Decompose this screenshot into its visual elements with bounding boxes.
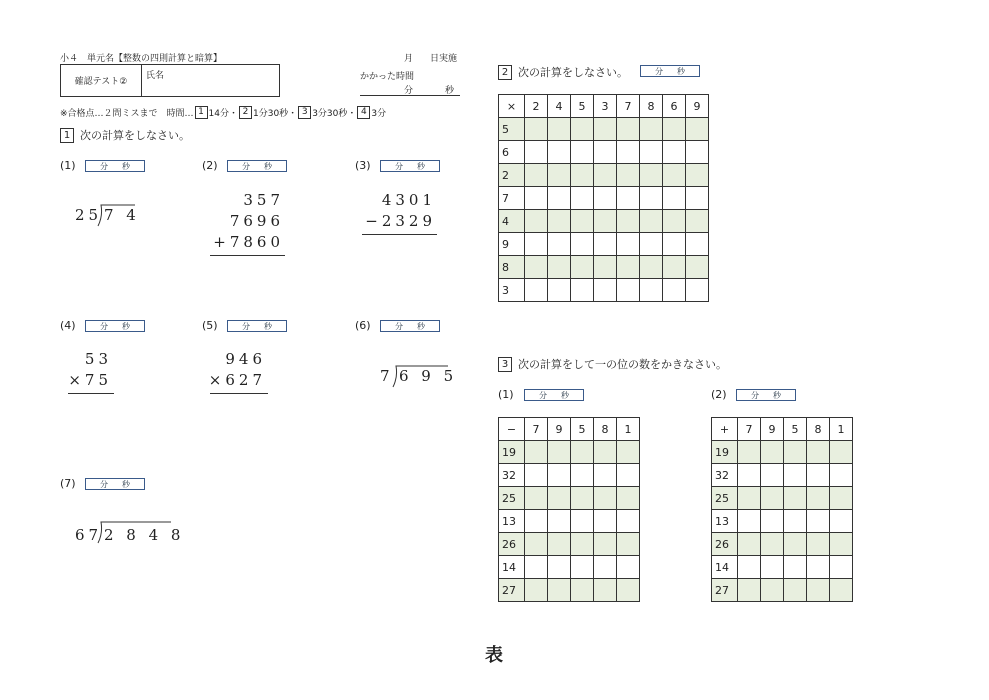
answer-cell[interactable] [686,256,709,279]
p6-timer[interactable] [380,320,440,332]
section2-heading [498,64,628,80]
timer-sec: 秒 [122,479,130,489]
p7-label: (7) [60,477,76,490]
timer-sec: 秒 [773,390,781,400]
answer-cell[interactable] [594,187,617,210]
p6-divisor: 7 [380,367,394,385]
row-header: 19 [712,441,738,464]
time-q4-num: 4 [357,106,370,119]
answer-cell[interactable] [784,487,807,510]
row-header: 27 [499,579,525,602]
answer-cell[interactable] [617,118,640,141]
answer-cell[interactable] [548,256,571,279]
row-header: 9 [499,233,525,256]
answer-cell[interactable] [686,118,709,141]
p3-b: −2329 [365,212,436,230]
answer-cell[interactable] [807,510,830,533]
answer-cell[interactable] [617,256,640,279]
section2-num: 2 [498,65,512,80]
answer-cell[interactable] [571,141,594,164]
name-label: 氏名 [146,71,165,81]
time-taken-label: かかった時間 [360,72,415,82]
answer-cell[interactable] [571,279,594,302]
test-name: 確認テスト② [61,65,142,96]
answer-cell[interactable] [617,487,640,510]
p4-underline [68,393,114,394]
row-header: 26 [499,533,525,556]
answer-cell[interactable] [761,556,784,579]
p6-dividend: 6 9 5 [399,367,458,385]
answer-cell[interactable] [807,464,830,487]
section3-heading [498,356,727,372]
answer-cell[interactable] [571,187,594,210]
date-month: 月 [404,54,414,64]
p5-b: ×627 [208,371,266,389]
answer-cell[interactable] [784,556,807,579]
grid-row [499,533,640,556]
grid-row [712,556,853,579]
answer-cell[interactable] [525,510,548,533]
answer-cell[interactable] [830,487,853,510]
answer-cell[interactable] [525,533,548,556]
grid-row [712,487,853,510]
timer-min: 分 [100,161,108,171]
answer-cell[interactable] [686,233,709,256]
grid-row [499,256,709,279]
section2-timer[interactable] [640,65,700,77]
timer-sec: 秒 [417,321,425,331]
s3-t1-label: (1) [498,388,514,401]
answer-cell[interactable] [548,118,571,141]
answer-cell[interactable] [594,510,617,533]
answer-cell[interactable] [761,487,784,510]
answer-cell[interactable] [571,210,594,233]
timer-min: 分 [539,390,547,400]
answer-cell[interactable] [594,533,617,556]
operator-cell: + [712,418,738,441]
s3-t2-timer[interactable] [736,389,796,401]
answer-cell[interactable] [686,279,709,302]
p7-divisor: 67 [75,526,103,544]
column-header: 5 [571,418,594,441]
answer-cell[interactable] [594,164,617,187]
answer-cell[interactable] [617,510,640,533]
answer-cell[interactable] [571,441,594,464]
time-q3-num: 3 [298,106,311,119]
pass-note [60,106,386,119]
answer-cell[interactable] [784,510,807,533]
p3-underline [362,234,437,235]
column-header: 9 [548,418,571,441]
column-header: 4 [548,95,571,118]
answer-cell[interactable] [548,510,571,533]
p1-label: (1) [60,159,76,172]
row-header: 2 [499,164,525,187]
answer-cell[interactable] [738,556,761,579]
row-header: 3 [499,279,525,302]
answer-cell[interactable] [571,164,594,187]
p2-a: 357 [243,191,284,209]
grid-row [499,464,640,487]
p2-underline [210,255,285,256]
answer-cell[interactable] [807,579,830,602]
timer-sec: 秒 [122,161,130,171]
grid-row [712,441,853,464]
answer-cell[interactable] [548,164,571,187]
answer-cell[interactable] [525,279,548,302]
p2-label: (2) [202,159,218,172]
time-q1: 14分・ [208,109,238,119]
grid-row [499,556,640,579]
answer-cell[interactable] [807,533,830,556]
answer-cell[interactable] [686,210,709,233]
answer-cell[interactable] [571,533,594,556]
row-header: 27 [712,579,738,602]
row-header: 14 [712,556,738,579]
row-header: 13 [712,510,738,533]
row-header: 25 [712,487,738,510]
grid-row [499,579,640,602]
answer-cell[interactable] [640,118,663,141]
timer-min: 分 [100,479,108,489]
answer-cell[interactable] [761,464,784,487]
column-header: 2 [525,95,548,118]
grid-row [499,487,640,510]
answer-cell[interactable] [571,487,594,510]
p3-label: (3) [355,159,371,172]
p1-dividend: 7 4 [104,206,140,224]
answer-cell[interactable] [738,579,761,602]
answer-cell[interactable] [663,118,686,141]
answer-cell[interactable] [594,556,617,579]
p2-b: 7696 [229,212,284,230]
p7-dividend: 2 8 4 8 [104,526,185,544]
column-header: 8 [594,418,617,441]
row-header: 8 [499,256,525,279]
p3-timer[interactable] [380,160,440,172]
answer-cell[interactable] [594,118,617,141]
subtraction-grid [498,417,640,602]
p5-timer[interactable] [227,320,287,332]
p2-c: +7860 [213,233,284,251]
time-q2: 1分30秒・ [253,109,298,119]
answer-cell[interactable] [663,141,686,164]
row-header: 19 [499,441,525,464]
timer-sec: 秒 [264,161,272,171]
p4-a: 53 [84,350,112,368]
column-header: 1 [617,418,640,441]
answer-cell[interactable] [640,187,663,210]
answer-cell[interactable] [761,510,784,533]
time-q1-num: 1 [195,106,208,119]
grid-row [499,441,640,464]
answer-cell[interactable] [807,487,830,510]
answer-cell[interactable] [640,256,663,279]
answer-cell[interactable] [640,141,663,164]
answer-cell[interactable] [571,464,594,487]
grid-row [499,164,709,187]
column-header: 9 [686,95,709,118]
answer-cell[interactable] [663,164,686,187]
p5-underline [210,393,268,394]
column-header: 7 [738,418,761,441]
grid-row [499,233,709,256]
answer-cell[interactable] [686,164,709,187]
answer-cell[interactable] [784,579,807,602]
column-header: 9 [761,418,784,441]
answer-cell[interactable] [617,233,640,256]
answer-cell[interactable] [784,441,807,464]
column-header: 5 [571,95,594,118]
timer-sec: 秒 [677,66,685,76]
answer-cell[interactable] [617,533,640,556]
answer-cell[interactable] [571,233,594,256]
answer-cell[interactable] [594,487,617,510]
answer-cell[interactable] [617,579,640,602]
answer-cell[interactable] [830,556,853,579]
answer-cell[interactable] [525,441,548,464]
timer-sec: 秒 [264,321,272,331]
answer-cell[interactable] [663,187,686,210]
p2-timer[interactable] [227,160,287,172]
section1-num: 1 [60,128,74,143]
grid-row [499,187,709,210]
answer-cell[interactable] [548,579,571,602]
time-q3: 3分30秒・ [312,109,357,119]
answer-cell[interactable] [525,187,548,210]
grid-row [712,579,853,602]
answer-cell[interactable] [548,487,571,510]
time-q2-num: 2 [239,106,252,119]
addition-grid [711,417,853,602]
section3-title: 次の計算をして一の位の数をかきなさい。 [518,358,727,371]
answer-cell[interactable] [617,556,640,579]
grid-row [499,510,640,533]
timer-sec: 秒 [561,390,569,400]
s3-t1-timer[interactable] [524,389,584,401]
answer-cell[interactable] [525,210,548,233]
row-header: 25 [499,487,525,510]
answer-cell[interactable] [525,556,548,579]
answer-cell[interactable] [830,464,853,487]
answer-cell[interactable] [594,256,617,279]
timer-sec: 秒 [122,321,130,331]
answer-cell[interactable] [525,579,548,602]
timer-min: 分 [395,161,403,171]
timer-min: 分 [751,390,759,400]
answer-cell[interactable] [525,118,548,141]
answer-cell[interactable] [761,441,784,464]
answer-cell[interactable] [738,510,761,533]
grid-row [499,118,709,141]
answer-cell[interactable] [594,464,617,487]
row-header: 32 [499,464,525,487]
row-header: 32 [712,464,738,487]
p1-divisor: 25 [75,206,103,224]
answer-cell[interactable] [807,556,830,579]
answer-cell[interactable] [571,118,594,141]
answer-cell[interactable] [784,464,807,487]
answer-cell[interactable] [548,210,571,233]
answer-cell[interactable] [640,164,663,187]
answer-cell[interactable] [525,464,548,487]
time-min: 分 [404,86,414,96]
page-side-label: 表 [485,645,503,666]
answer-cell[interactable] [738,487,761,510]
grid-row [499,210,709,233]
row-header: 4 [499,210,525,233]
name-box [60,64,280,97]
column-header: 6 [663,95,686,118]
p4-label: (4) [60,319,76,332]
answer-cell[interactable] [738,464,761,487]
s3-t2-label: (2) [711,388,727,401]
answer-cell[interactable] [548,233,571,256]
row-header: 13 [499,510,525,533]
answer-cell[interactable] [617,464,640,487]
answer-cell[interactable] [571,579,594,602]
column-header: 8 [640,95,663,118]
column-header: 1 [830,418,853,441]
time-sec: 秒 [445,86,455,96]
answer-cell[interactable] [807,441,830,464]
row-header: 14 [499,556,525,579]
answer-cell[interactable] [686,187,709,210]
name-field[interactable] [142,65,279,96]
column-header: 5 [784,418,807,441]
grid-row [499,141,709,164]
timer-sec: 秒 [417,161,425,171]
pass-note-text: ※合格点…２問ミスまで 時間… [60,109,194,119]
p4-b: ×75 [68,371,112,389]
p5-label: (5) [202,319,218,332]
p4-timer[interactable] [85,320,145,332]
answer-cell[interactable] [686,141,709,164]
row-header: 5 [499,118,525,141]
column-header: 7 [617,95,640,118]
answer-cell[interactable] [525,256,548,279]
p6-label: (6) [355,319,371,332]
answer-cell[interactable] [594,233,617,256]
answer-cell[interactable] [617,210,640,233]
section1-title: 次の計算をしなさい。 [80,129,190,142]
answer-cell[interactable] [594,141,617,164]
column-header: 3 [594,95,617,118]
answer-cell[interactable] [548,533,571,556]
answer-cell[interactable] [617,441,640,464]
answer-cell[interactable] [640,279,663,302]
row-header: 7 [499,187,525,210]
date-day: 日実施 [430,54,458,64]
grade-unit: 小４ 単元名【整数の四則計算と暗算】 [60,54,223,64]
answer-cell[interactable] [784,533,807,556]
operator-cell: − [499,418,525,441]
answer-cell[interactable] [525,487,548,510]
grid-row [712,533,853,556]
answer-cell[interactable] [548,141,571,164]
answer-cell[interactable] [594,279,617,302]
answer-cell[interactable] [640,233,663,256]
answer-cell[interactable] [594,441,617,464]
answer-cell[interactable] [830,510,853,533]
answer-cell[interactable] [617,141,640,164]
answer-cell[interactable] [738,533,761,556]
column-header: 8 [807,418,830,441]
timer-min: 分 [395,321,403,331]
timer-min: 分 [655,66,663,76]
answer-cell[interactable] [548,441,571,464]
grid-row [712,510,853,533]
answer-cell[interactable] [738,441,761,464]
p1-timer[interactable] [85,160,145,172]
p3-a: 4301 [381,191,436,209]
answer-cell[interactable] [830,441,853,464]
answer-cell[interactable] [830,579,853,602]
section1-heading [60,127,190,143]
answer-cell[interactable] [617,164,640,187]
answer-cell[interactable] [617,187,640,210]
operator-cell: × [499,95,525,118]
section2-title: 次の計算をしなさい。 [518,66,628,79]
answer-cell[interactable] [663,210,686,233]
time-q4: 3分 [371,109,387,119]
timer-min: 分 [242,161,250,171]
answer-cell[interactable] [617,279,640,302]
section3-num: 3 [498,357,512,372]
answer-cell[interactable] [594,579,617,602]
answer-cell[interactable] [548,279,571,302]
answer-cell[interactable] [571,556,594,579]
row-header: 26 [712,533,738,556]
answer-cell[interactable] [525,233,548,256]
time-underline [360,95,460,96]
answer-cell[interactable] [761,533,784,556]
row-header: 6 [499,141,525,164]
p5-a: 946 [225,350,266,368]
answer-cell[interactable] [571,510,594,533]
answer-cell[interactable] [525,141,548,164]
answer-cell[interactable] [571,256,594,279]
answer-cell[interactable] [830,533,853,556]
answer-cell[interactable] [640,210,663,233]
grid-row [499,279,709,302]
answer-cell[interactable] [548,464,571,487]
timer-min: 分 [242,321,250,331]
multiplication-grid [498,94,709,302]
p7-timer[interactable] [85,478,145,490]
answer-cell[interactable] [663,279,686,302]
answer-cell[interactable] [548,187,571,210]
answer-cell[interactable] [594,210,617,233]
answer-cell[interactable] [663,256,686,279]
grid-row [712,464,853,487]
timer-min: 分 [100,321,108,331]
answer-cell[interactable] [525,164,548,187]
column-header: 7 [525,418,548,441]
answer-cell[interactable] [761,579,784,602]
answer-cell[interactable] [548,556,571,579]
answer-cell[interactable] [663,233,686,256]
